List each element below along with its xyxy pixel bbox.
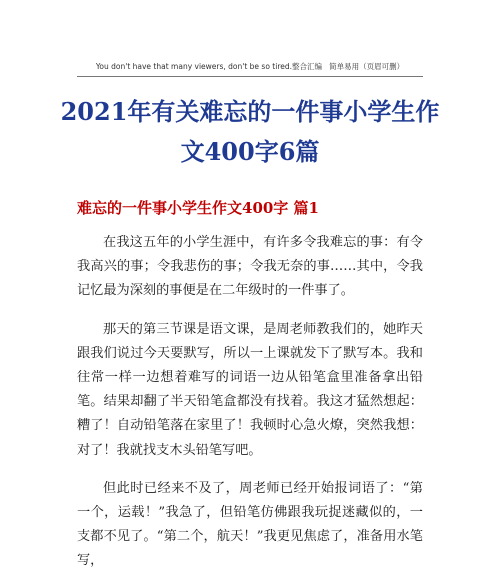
header-tagline: 简单易用（页眉可删） [329, 62, 405, 71]
page-header [77, 61, 423, 72]
header-promo-text: You don't have that many viewers, don't be so tired. [95, 62, 292, 71]
document-title: 2021年有关难忘的一件事小学生作文400字6篇 [60, 97, 440, 166]
paragraph: 那天的第三节课是语文课，是周老师教我们的，她昨天跟我们说过今天要默写，所以一上课就发下了默写本。我和往常一样一边想着难写的词语一边从铅笔盒里准备拿出铅笔。结果却翻了半天铅笔盒都没有找着。我这才猛然想起：糟了！自动铅笔落在家里了！我顿时心急火燎，突然我想：对了！我就找支木头铅笔写吧。 [77, 321, 423, 458]
header-source: 整合汇编 [292, 62, 322, 71]
header-divider [77, 76, 423, 77]
paragraph: 但此时已经来不及了，周老师已经开始报词语了：“第一个，运载！”我急了，但铅笔仿佛跟我玩捉迷藏似的，一支都不见了。“第二个，航天！”我更见焦虑了，准备用水笔写， [77, 480, 423, 569]
section-heading: 难忘的一件事小学生作文400字 篇1 [77, 199, 319, 217]
essay-body [77, 231, 423, 588]
paragraph: 在我这五年的小学生涯中，有许多令我难忘的事：有令我高兴的事；令我悲伤的事；令我无奈的事……其中，令我记忆最为深刻的事便是在二年级时的一件事了。 [77, 235, 423, 299]
